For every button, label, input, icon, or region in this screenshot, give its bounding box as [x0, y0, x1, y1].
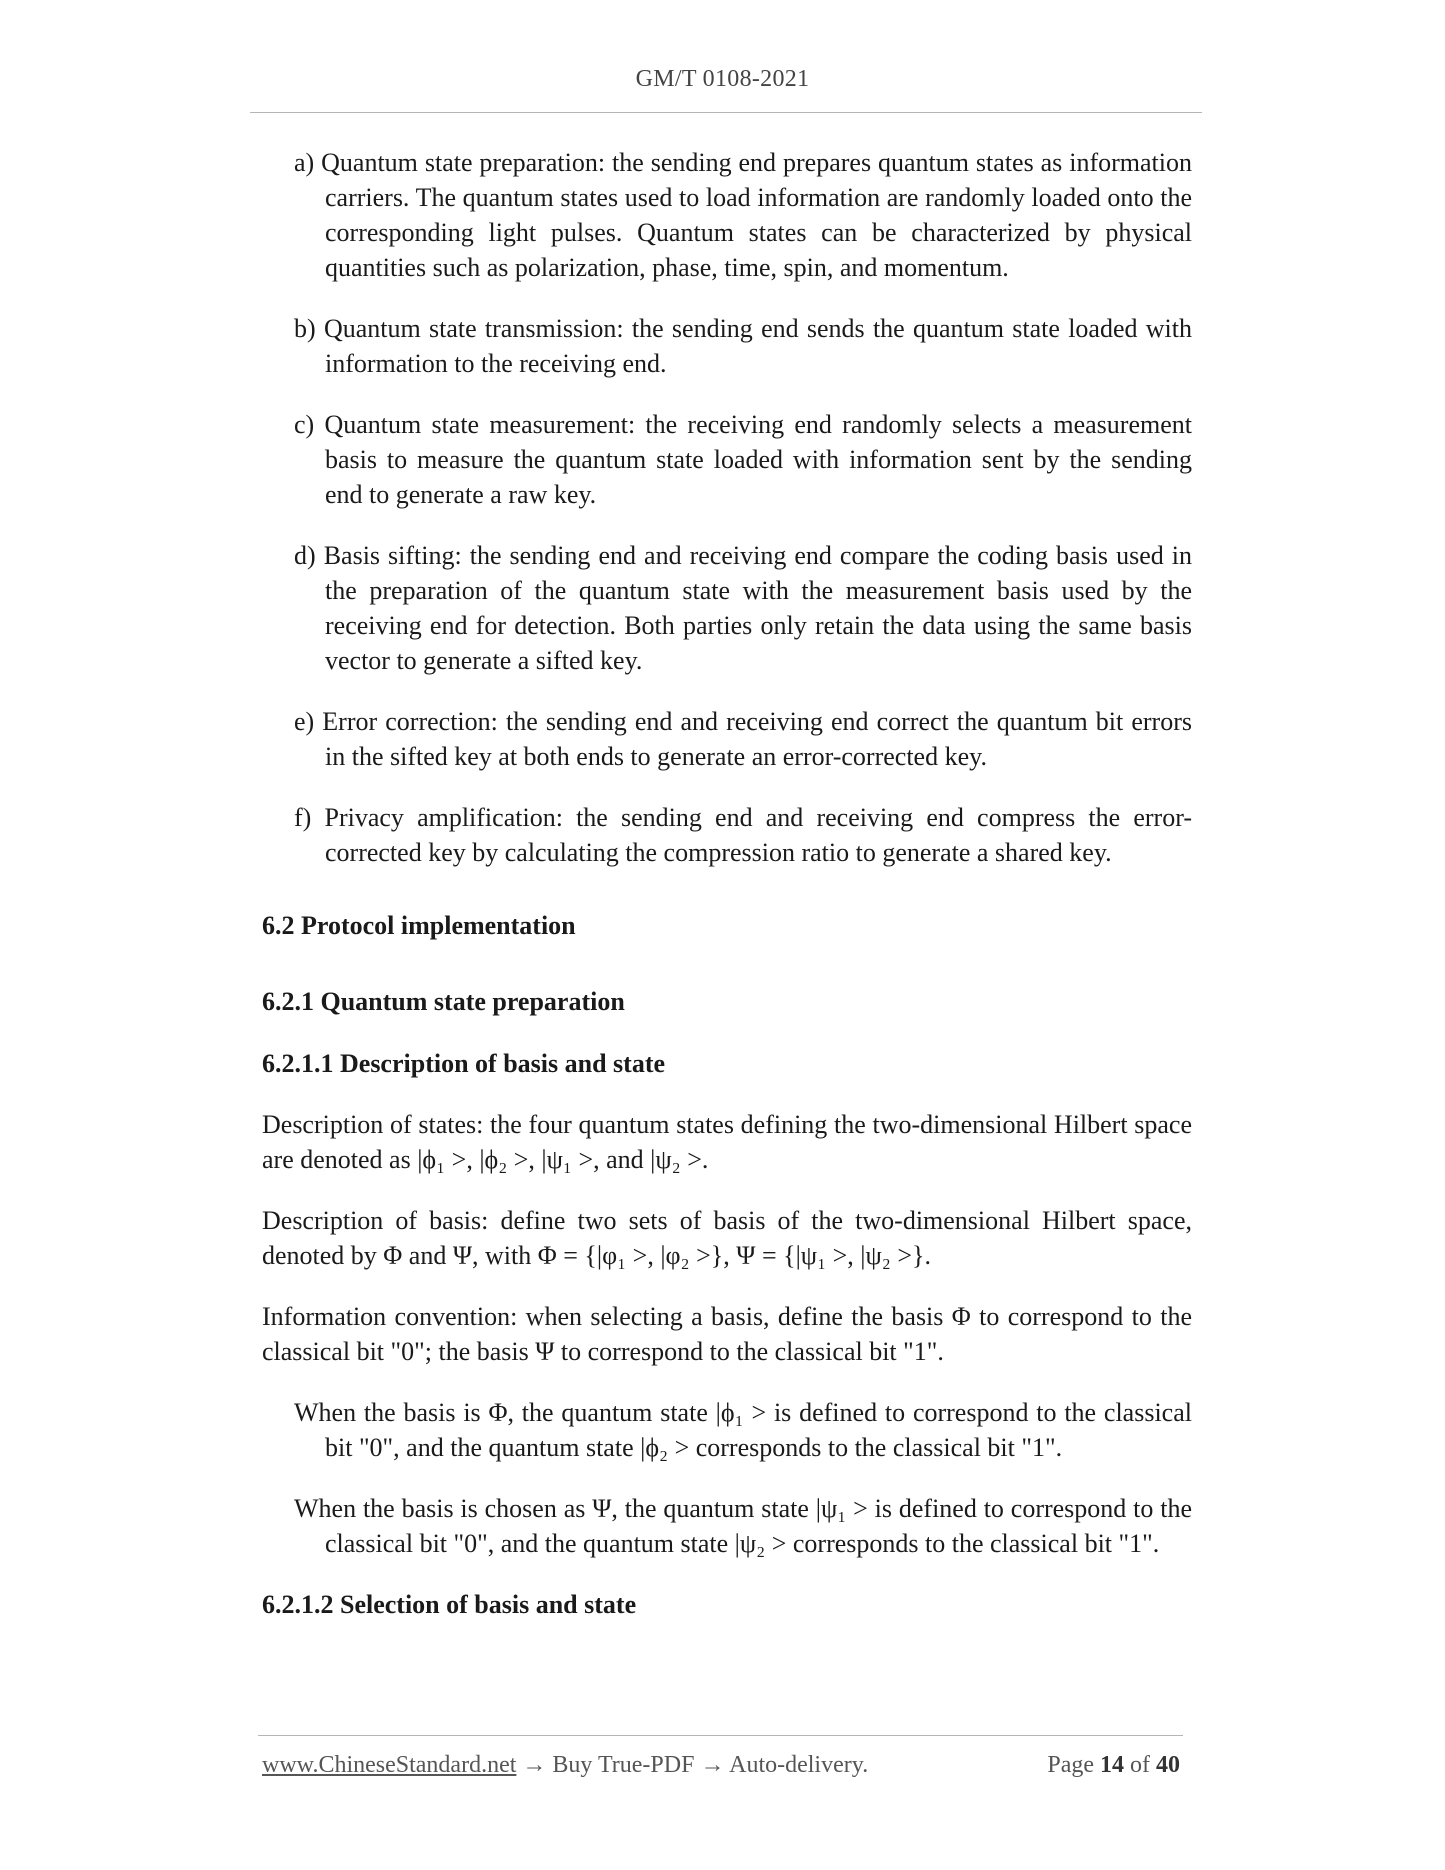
list-item-b: b) Quantum state transmission: the sending end sends the quantum state loaded with information to the receiving end. — [294, 314, 1192, 378]
section-heading-6-2: 6.2 Protocol implementation — [262, 911, 576, 940]
list-item-e: e) Error correction: the sending end and receiving end correct the quantum bit errors in the sifted key at both ends to generate an error-corrected key. — [294, 707, 1192, 771]
paragraph-when-psi: When the basis is chosen as Ψ, the quantum state |ψ₁ > is defined to correspond to the classical bit "0", and the quantum state |ψ₂ > corresponds to the classical bit "1". — [294, 1494, 1192, 1558]
total-pages-number: 40 — [1156, 1752, 1180, 1778]
footer-divider — [258, 1735, 1183, 1736]
list-item-a: a) Quantum state preparation: the sending end prepares quantum states as information carriers. The quantum states used to load information are randomly loaded onto the corresponding light pulses. Quantum states can be characterized by physical quantities such as polarization, phase, time, spin, and momentum. — [294, 148, 1192, 282]
of-label: of — [1130, 1752, 1150, 1778]
page-body — [262, 145, 1192, 1622]
paragraph-basis: Description of basis: define two sets of basis of the two-dimensional Hilbert space, denoted by Φ and Ψ, with Φ = {|φ₁ >, |φ₂ >}, Ψ = {|ψ₁ >, |ψ₂ >}. — [262, 1206, 1192, 1270]
page-label: Page — [1047, 1752, 1094, 1778]
footer-promo — [262, 1752, 868, 1779]
paragraph-convention: Information convention: when selecting a basis, define the basis Φ to correspond to the classical bit "0"; the basis Ψ to correspond to the classical bit "1". — [262, 1302, 1192, 1366]
section-heading-6-2-1: 6.2.1 Quantum state preparation — [262, 987, 625, 1016]
section-heading-6-2-1-2: 6.2.1.2 Selection of basis and state — [262, 1590, 637, 1619]
current-page-number: 14 — [1100, 1752, 1124, 1778]
document-code-header: GM/T 0108-2021 — [635, 66, 810, 92]
list-item-d: d) Basis sifting: the sending end and receiving end compare the coding basis used in the preparation of the quantum state with the measurement basis used by the receiving end for detection. Both parties only retain the data using the same basis vector to generate a sifted key. — [294, 541, 1192, 675]
header-divider — [250, 112, 1202, 113]
paragraph-when-phi: When the basis is Φ, the quantum state |ϕ₁ > is defined to correspond to the classical bit "0", and the quantum state |ϕ₂ > corresponds to the classical bit "1". — [294, 1398, 1192, 1462]
footer-promo-text: → Buy True-PDF → Auto-delivery. — [516, 1752, 869, 1778]
list-item-c: c) Quantum state measurement: the receiving end randomly selects a measurement basis to measure the quantum state loaded with information sent by the sending end to generate a raw key. — [294, 410, 1192, 509]
list-item-f: f) Privacy amplification: the sending end and receiving end compress the error-corrected key by calculating the compression ratio to generate a shared key. — [294, 803, 1192, 867]
paragraph-states: Description of states: the four quantum states defining the two-dimensional Hilbert space are denoted as |ϕ₁ >, |ϕ₂ >, |ψ₁ >, and |ψ₂ >. — [262, 1110, 1192, 1174]
section-heading-6-2-1-1: 6.2.1.1 Description of basis and state — [262, 1049, 666, 1078]
website-link[interactable]: www.ChineseStandard.net — [262, 1752, 517, 1778]
page-indicator — [1047, 1752, 1180, 1779]
